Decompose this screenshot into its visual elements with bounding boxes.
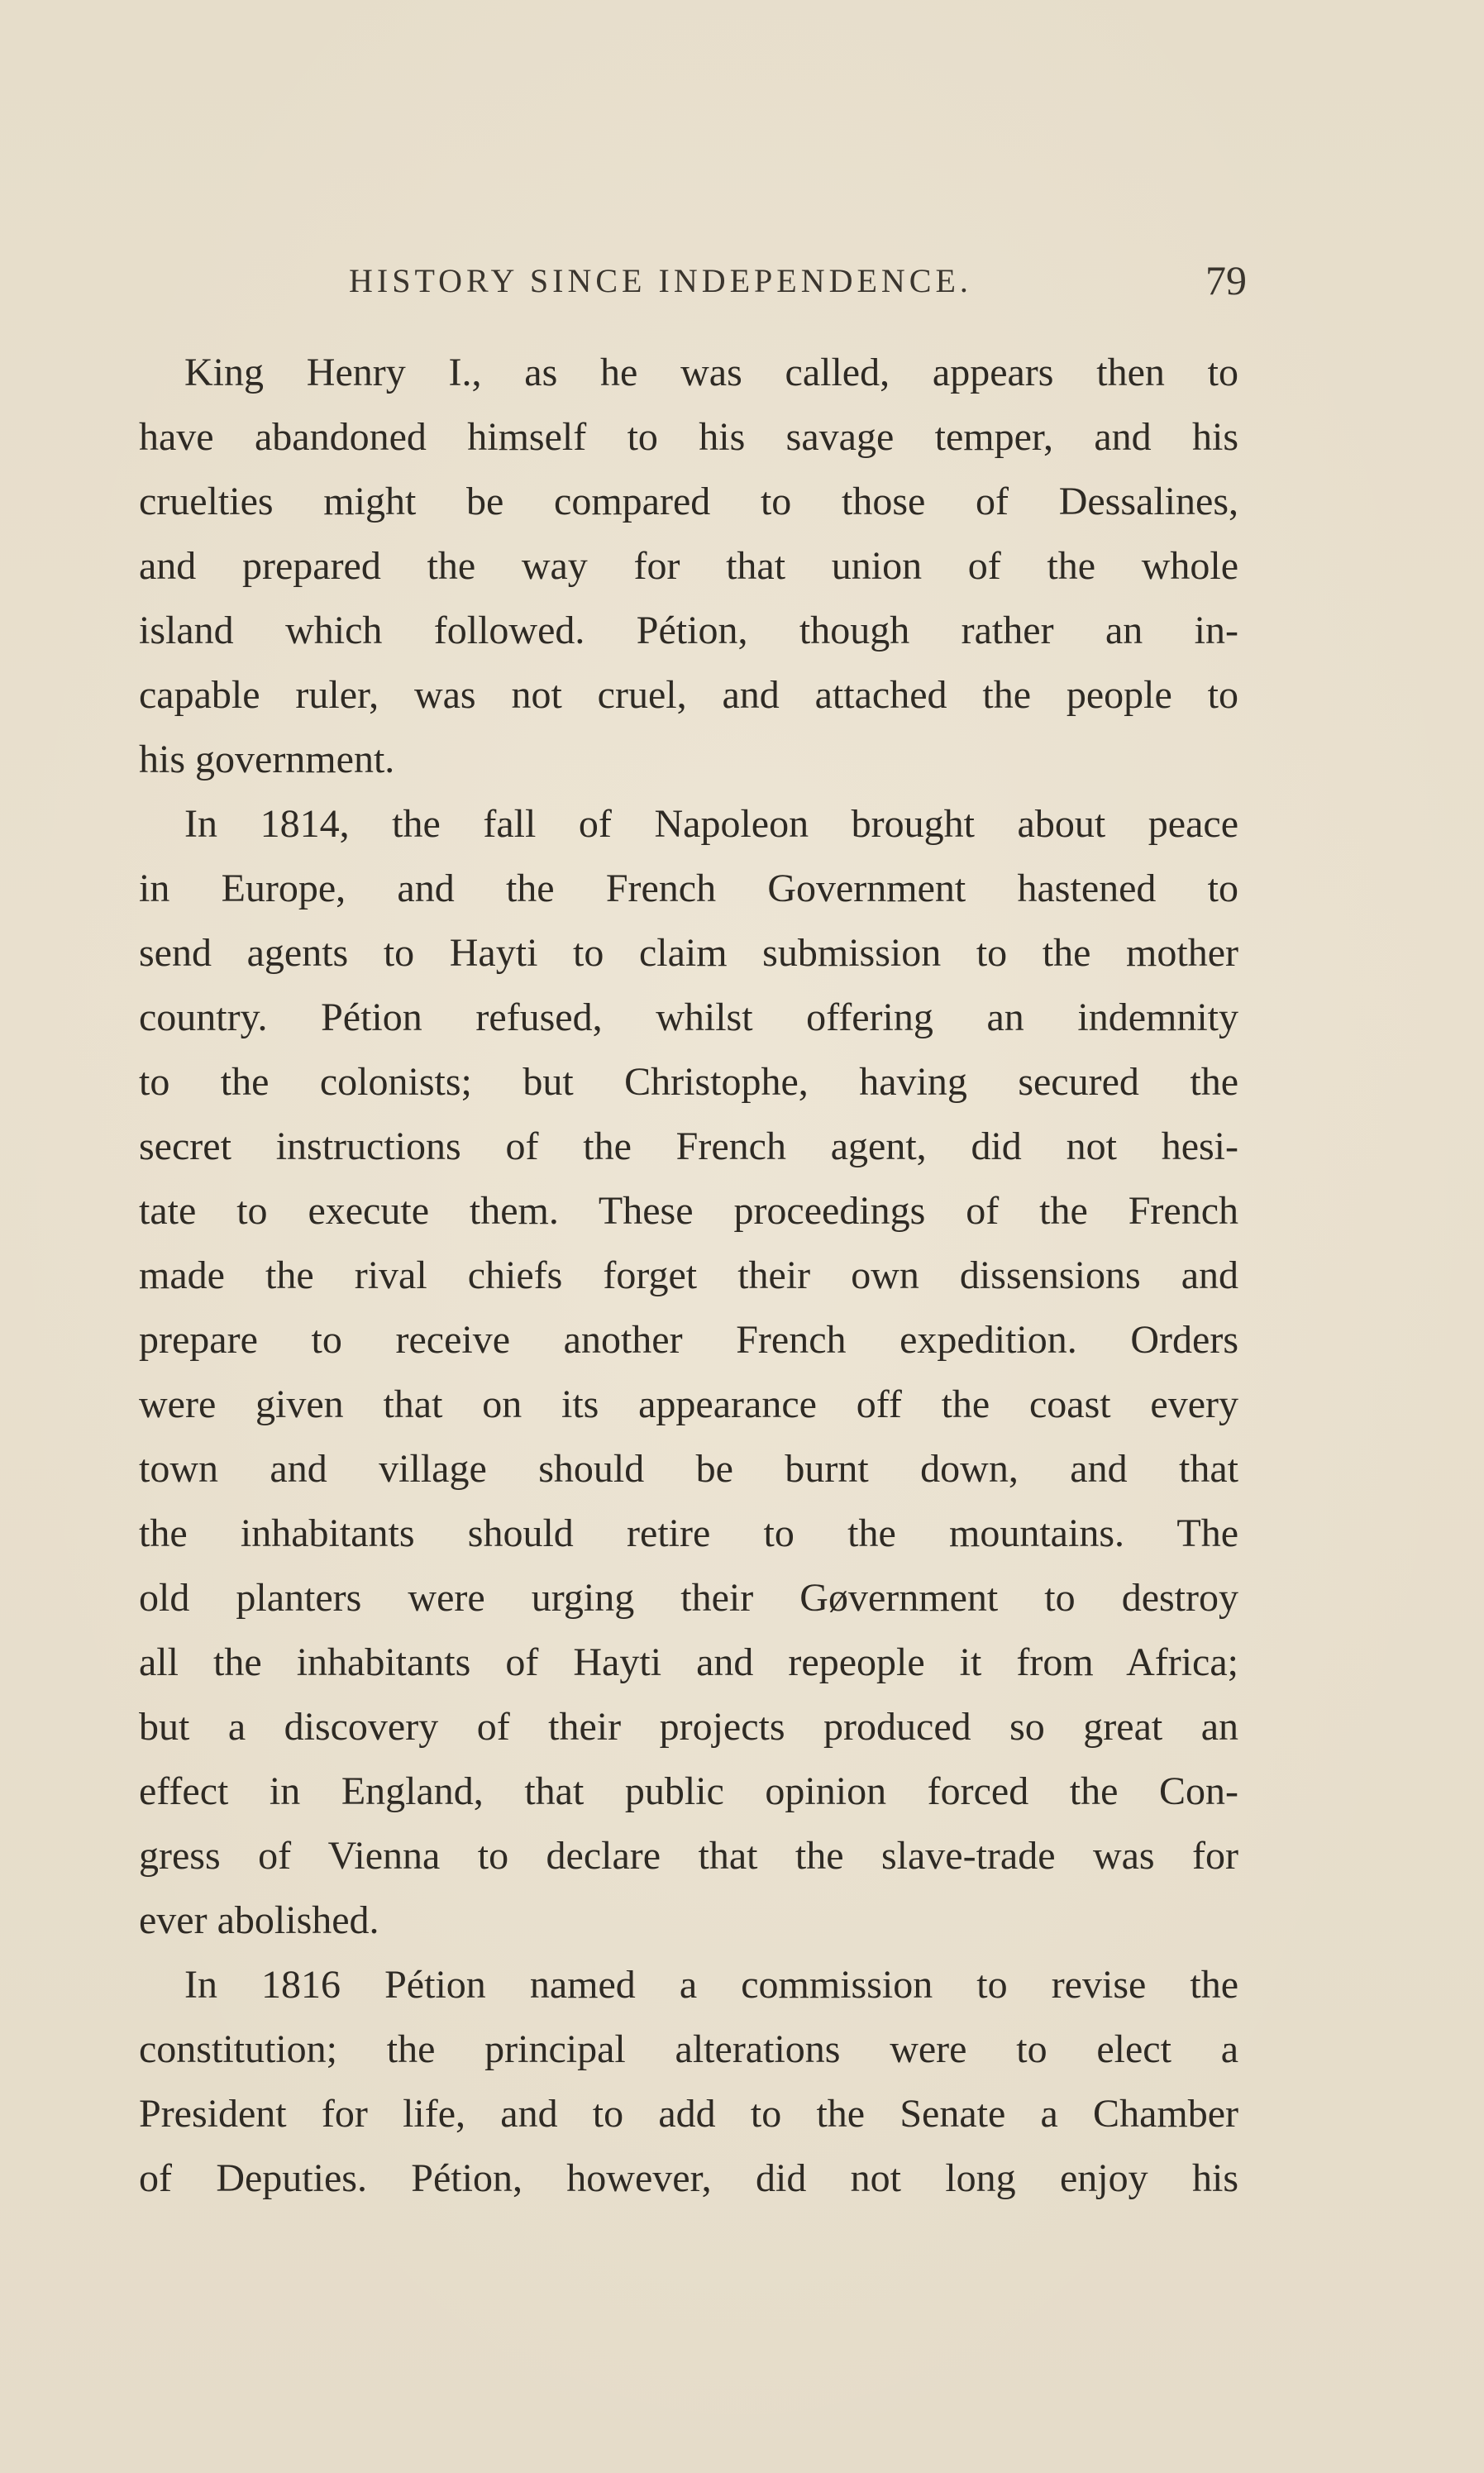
text-line: were given that on its appearance off the coast every [139, 1382, 1238, 1426]
text-line: President for life, and to add to the Senate a Chamber [139, 2092, 1238, 2136]
text-line: effect in England, that public opinion forced the Con- [139, 1769, 1238, 1813]
text-line: all the inhabitants of Hayti and repeople it from Africa; [139, 1640, 1238, 1684]
text-line: constitution; the principal alterations were to elect a [139, 2027, 1238, 2071]
text-line: ever abolished. [139, 1898, 379, 1942]
text-line: capable ruler, was not cruel, and attached the people to [139, 673, 1238, 717]
running-title: HISTORY SINCE INDEPENDENCE. [349, 262, 972, 299]
text-line: prepare to receive another French expedition. Orders [139, 1318, 1238, 1362]
text-line: country. Pétion refused, whilst offering an indemnity [139, 995, 1238, 1039]
text-line: tate to execute them. These proceedings of the French [139, 1189, 1238, 1233]
text-line: send agents to Hayti to claim submission to the mother [139, 931, 1238, 975]
text-line: old planters were urging their Gøvernment to destroy [139, 1576, 1238, 1620]
text-line: gress of Vienna to declare that the slave-trade was for [139, 1834, 1238, 1878]
body-text [139, 341, 1238, 2211]
text-line: island which followed. Pétion, though rather an in- [139, 609, 1238, 652]
text-line: to the colonists; but Christophe, having secured the [139, 1060, 1238, 1104]
text-line: the inhabitants should retire to the mountains. The [139, 1511, 1238, 1555]
text-line: and prepared the way for that union of the whole [139, 544, 1238, 588]
text-line: cruelties might be compared to those of Dessalines, [139, 480, 1238, 523]
text-line: of Deputies. Pétion, however, did not long enjoy his [139, 2156, 1238, 2200]
text-line: In 1816 Pétion named a commission to revise the [184, 1963, 1238, 2007]
page-number: 79 [1205, 257, 1247, 303]
text-line: made the rival chiefs forget their own dissensions and [139, 1253, 1238, 1297]
text-line: his government. [139, 738, 395, 781]
text-line: secret instructions of the French agent, did not hesi- [139, 1124, 1238, 1168]
text-line: town and village should be burnt down, and that [139, 1447, 1238, 1491]
text-line: King Henry I., as he was called, appears then to [184, 351, 1238, 394]
text-line: but a discovery of their projects produced so great an [139, 1705, 1238, 1749]
text-line: in Europe, and the French Government hastened to [139, 867, 1238, 910]
text-line: In 1814, the fall of Napoleon brought about peace [184, 802, 1238, 846]
text-line: have abandoned himself to his savage temper, and his [139, 415, 1238, 459]
running-head [139, 257, 1247, 303]
